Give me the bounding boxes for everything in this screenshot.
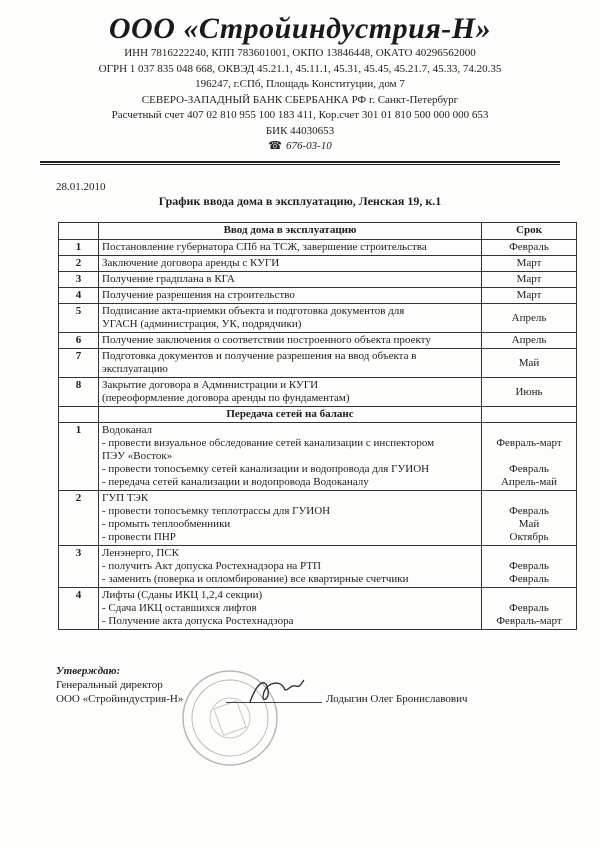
task-line: - провести ПНР [102,531,176,543]
task-line: - провести визуальное обследование сетей канализации с инспектором [102,437,435,449]
row-number: 1 [59,240,99,256]
signature-icon [246,672,306,712]
task-line: - Сдача ИКЦ оставшихся лифтов [102,602,257,614]
requisite-line: 196247, г.СПб, Площадь Конституции, дом 7 [195,78,405,90]
col-header-num [59,223,99,240]
table-row [59,378,577,407]
table-row [59,546,577,588]
task-line: Постановление губернатора СПб на ТСЖ, завершение строительства [102,241,427,253]
task-line: - промыть теплообменники [102,518,231,530]
company-name: ООО «Стройиндустрия-Н» [108,12,492,45]
company-requisites [0,46,600,155]
letterhead-divider [40,161,560,165]
row-term [482,240,577,256]
section-header-row [59,407,577,423]
table-row [59,240,577,256]
task-line: - передача сетей канализации и водопровода Водоканалу [102,476,369,488]
row-number: 1 [59,423,99,491]
row-number: 7 [59,349,99,378]
row-number: 5 [59,304,99,333]
task-line: (переоформление договора аренды по фундаментам) [102,392,350,404]
task-line: - провести топосъемку теплотрассы для ГУИОН [102,505,331,517]
task-line: Заключение договора аренды с КУГИ [102,257,280,269]
phone-icon: ☎ [268,140,282,152]
row-task [99,423,482,491]
term-line [485,589,573,602]
task-line: Получение заключения о соответствии построенного объекта проекту [102,334,431,346]
term-line: Март [516,273,542,285]
term-line: Апрель-май [500,476,558,488]
table-row [59,588,577,630]
document-title: График ввода дома в эксплуатацию, Ленская 19, к.1 [158,194,442,208]
row-number: 3 [59,546,99,588]
task-line: Ленэнерго, ПСК [102,547,179,559]
term-line: Май [518,356,540,369]
row-task [99,256,482,272]
row-term [482,288,577,304]
term-line: Февраль [509,560,549,572]
table-row [59,491,577,546]
task-line: Получение градплана в КГА [102,273,235,285]
signer-name: Лодыгин Олег Брониславович [326,693,468,705]
row-task [99,378,482,407]
row-term [482,272,577,288]
table-header-row [59,223,577,240]
letterhead [0,12,600,155]
section-title: Передача сетей на баланс [99,407,482,423]
row-task [99,588,482,630]
row-number: 2 [59,491,99,546]
term-line: Февраль [509,241,549,253]
requisite-line: БИК 44030653 [265,124,335,137]
row-term [482,491,577,546]
task-line: - провести топосъемку сетей канализации и водопровода для ГУИОН [102,463,430,475]
row-task [99,304,482,333]
row-number: 8 [59,378,99,407]
row-term [482,378,577,407]
table-row [59,256,577,272]
row-task [99,333,482,349]
term-line: Февраль [509,505,549,517]
row-term [482,546,577,588]
row-task [99,288,482,304]
schedule-table [58,222,577,630]
row-task [99,240,482,256]
task-line: ГУП ТЭК [102,492,149,504]
requisite-line: ОГРН 1 037 835 048 668, ОКВЭД 45.21.1, 45.11.1, 45.31, 45.45, 45.21.7, 45.33, 74.20.35 [98,62,502,75]
col-header-term: Срок [482,223,577,240]
task-line: - получить Акт допуска Ростехнадзора на РТП [102,560,321,572]
table-row [59,272,577,288]
document-date: 28.01.2010 [56,181,106,193]
term-line: Февраль [509,463,549,475]
row-term [482,304,577,333]
row-number: 4 [59,588,99,630]
approval-company: ООО «Стройиндустрия-Н» [56,693,184,705]
row-term [482,423,577,491]
term-line [485,492,573,505]
term-line [485,424,573,437]
row-number: 2 [59,256,99,272]
row-task [99,349,482,378]
requisite-line: Расчетный счет 407 02 810 955 100 183 411, Кор.счет 301 01 810 500 000 000 653 [111,109,489,121]
row-term [482,349,577,378]
row-number: 3 [59,272,99,288]
task-line: Получение разрешения на строительство [102,289,295,301]
task-line: ПЭУ «Восток» [102,450,173,462]
term-line: Февраль [509,602,549,614]
requisite-line: ИНН 7816222240, КПП 783601001, ОКПО 13846448, ОКАТО 40296562000 [124,47,476,59]
row-task [99,546,482,588]
row-task [99,272,482,288]
term-line: Март [516,289,542,301]
task-line: эксплуатацию [102,363,168,375]
row-number: 6 [59,333,99,349]
term-line: Июнь [515,385,543,398]
task-line: Закрытие договора в Администрации и КУГИ [102,379,319,391]
term-line: Февраль [509,573,549,585]
approval-head: Утверждаю: [56,665,121,677]
phone-line [0,139,600,155]
table-row [59,333,577,349]
task-line: УГАСН (администрация, УК, подрядчики) [102,318,302,330]
table-row [59,423,577,491]
phone-number: 676-03-10 [285,140,332,152]
task-line: - заменить (поверка и опломбирование) все квартирные счетчики [102,573,409,585]
row-term [482,256,577,272]
approval-block [56,664,183,706]
signature-line [226,702,322,703]
task-line: Лифты (Сданы ИКЦ 1,2,4 секции) [102,589,263,601]
task-line: Водоканал [102,424,153,436]
term-line: Февраль-март [496,615,562,627]
term-line [485,450,573,463]
task-line: Подписание акта-приемки объекта и подготовка документов для [102,305,405,317]
approval-position: Генеральный директор [56,679,163,691]
term-line: Октябрь [509,531,549,543]
term-line: Май [518,518,540,530]
row-number: 4 [59,288,99,304]
table-row [59,349,577,378]
row-term [482,333,577,349]
term-line: Апрель [511,334,547,346]
term-line: Февраль-март [496,437,562,449]
requisite-line: СЕВЕРО-ЗАПАДНЫЙ БАНК СБЕРБАНКА РФ г. Санкт-Петербург [141,93,459,106]
task-line: Подготовка документов и получение разрешения на ввод объекта в [102,350,417,362]
row-term [482,588,577,630]
col-header-task: Ввод дома в эксплуатацию [99,223,482,240]
term-line: Апрель [511,311,547,324]
term-line [485,547,573,560]
row-task [99,491,482,546]
term-line: Март [516,257,542,269]
table-row [59,288,577,304]
task-line: - Получение акта допуска Ростехнадзора [102,615,294,627]
table-row [59,304,577,333]
